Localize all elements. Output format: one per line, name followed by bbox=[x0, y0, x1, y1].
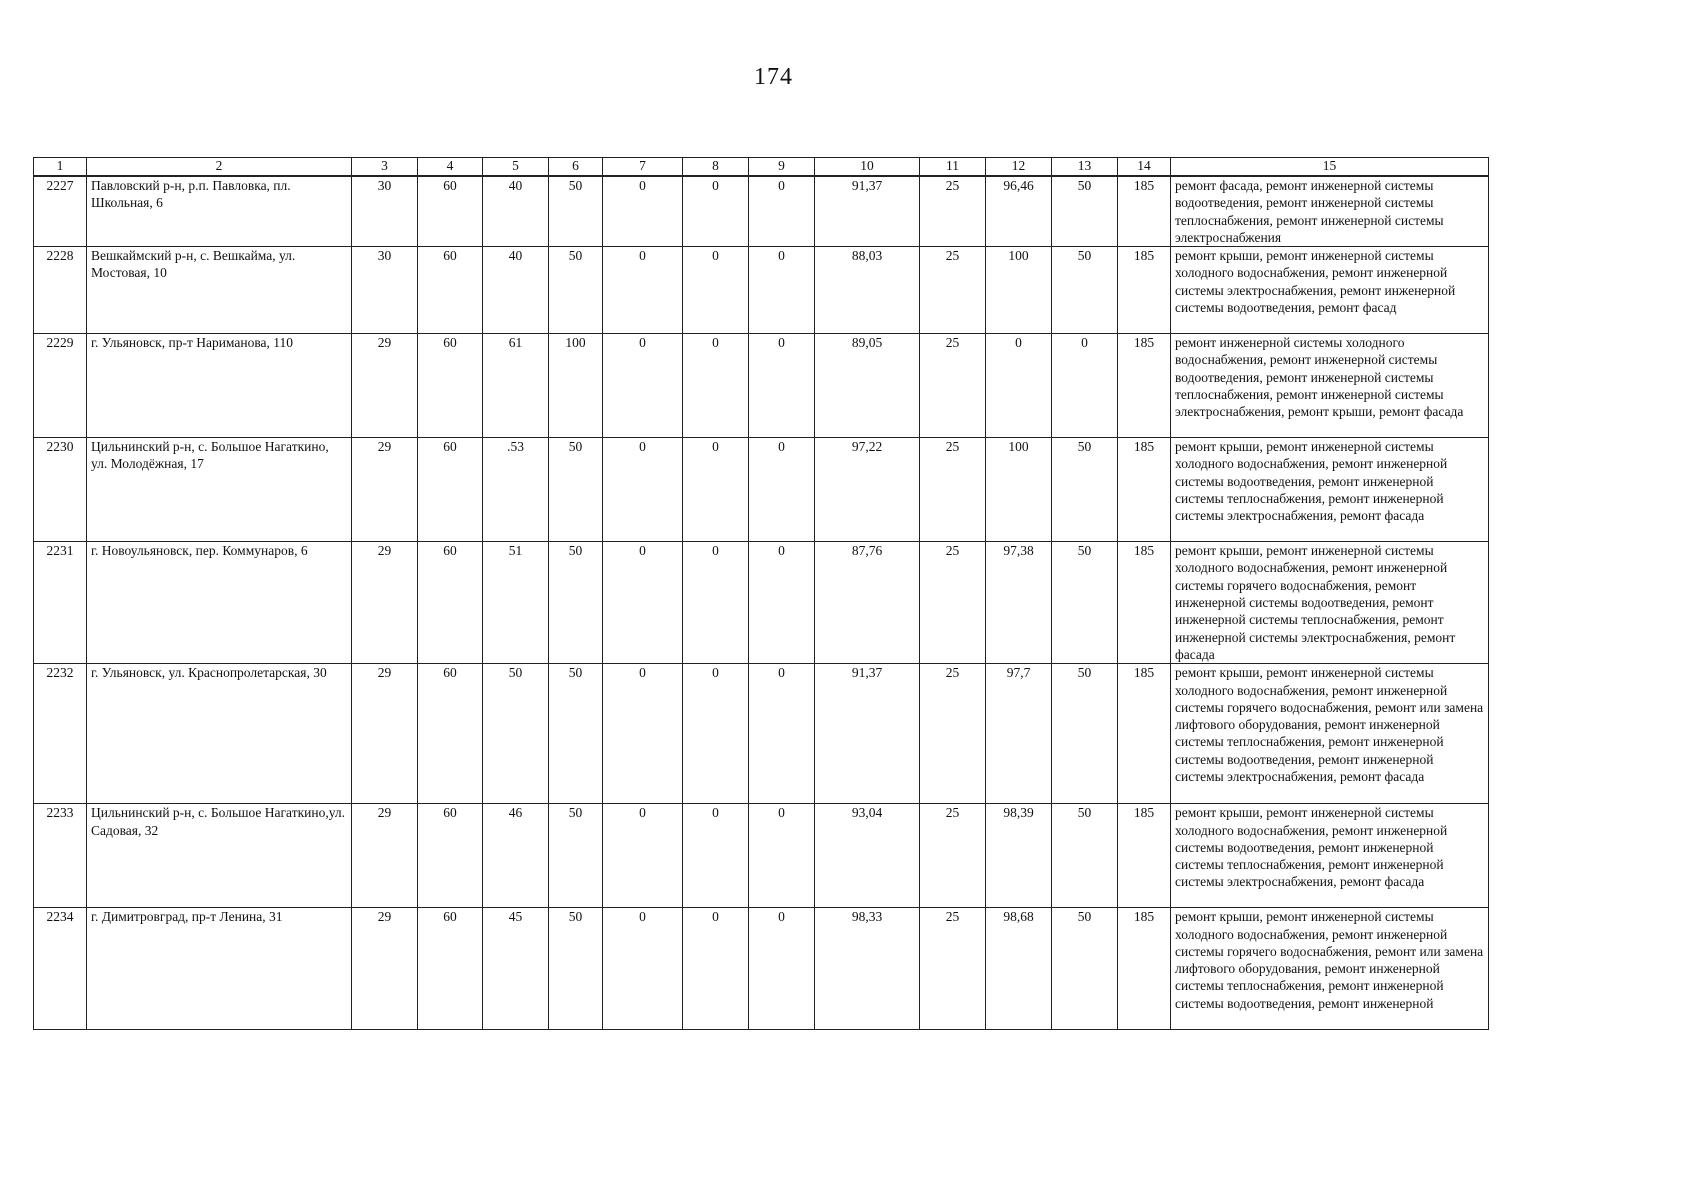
column-header-11: 11 bbox=[920, 158, 986, 177]
column-header-13: 13 bbox=[1052, 158, 1118, 177]
value-cell-13: 50 bbox=[1052, 176, 1118, 247]
table-row bbox=[34, 438, 1489, 542]
column-header-12: 12 bbox=[986, 158, 1052, 177]
value-cell-8: 0 bbox=[683, 438, 749, 542]
value-cell-6: 50 bbox=[549, 908, 603, 1030]
value-cell-14: 185 bbox=[1118, 438, 1171, 542]
table-row bbox=[34, 542, 1489, 664]
value-cell-3: 29 bbox=[352, 908, 418, 1030]
value-cell-9: 0 bbox=[749, 542, 815, 664]
works-cell: ремонт крыши, ремонт инженерной системы холодного водоснабжения, ремонт инженерной системы горячего водоснабжения, ремонт или замена лифтового оборудования, ремонт инженерной системы теплоснабжения, ремонт инженерной системы водоотведения, ремонт инженерной системы электроснабжения, ремонт фасада bbox=[1171, 664, 1489, 804]
address-cell: г. Ульяновск, ул. Краснопролетарская, 30 bbox=[87, 664, 352, 804]
value-cell-14: 185 bbox=[1118, 247, 1171, 334]
column-header-2: 2 bbox=[87, 158, 352, 177]
value-cell-7: 0 bbox=[603, 438, 683, 542]
value-cell-6: 50 bbox=[549, 438, 603, 542]
row-id: 2230 bbox=[34, 438, 87, 542]
value-cell-9: 0 bbox=[749, 438, 815, 542]
value-cell-13: 0 bbox=[1052, 334, 1118, 438]
value-cell-3: 29 bbox=[352, 438, 418, 542]
column-header-6: 6 bbox=[549, 158, 603, 177]
works-cell: ремонт крыши, ремонт инженерной системы холодного водоснабжения, ремонт инженерной системы горячего водоснабжения, ремонт или замена лифтового оборудования, ремонт инженерной системы теплоснабжения, ремонт инженерной системы водоотведения, ремонт инженерной bbox=[1171, 908, 1489, 1030]
value-cell-3: 29 bbox=[352, 804, 418, 908]
value-cell-14: 185 bbox=[1118, 542, 1171, 664]
works-cell: ремонт крыши, ремонт инженерной системы холодного водоснабжения, ремонт инженерной системы горячего водоснабжения, ремонт инженерной системы водоотведения, ремонт инженерной системы теплоснабжения, ремонт инженерной системы электроснабжения, ремонт фасада bbox=[1171, 542, 1489, 664]
value-cell-11: 25 bbox=[920, 542, 986, 664]
value-cell-9: 0 bbox=[749, 664, 815, 804]
repair-registry-table bbox=[33, 157, 1489, 1030]
address-cell: г. Ульяновск, пр-т Нариманова, 110 bbox=[87, 334, 352, 438]
value-cell-13: 50 bbox=[1052, 804, 1118, 908]
value-cell-10: 89,05 bbox=[815, 334, 920, 438]
value-cell-6: 100 bbox=[549, 334, 603, 438]
value-cell-7: 0 bbox=[603, 664, 683, 804]
value-cell-10: 98,33 bbox=[815, 908, 920, 1030]
value-cell-6: 50 bbox=[549, 176, 603, 247]
value-cell-8: 0 bbox=[683, 908, 749, 1030]
value-cell-7: 0 bbox=[603, 542, 683, 664]
address-cell: Вешкаймский р-н, с. Вешкайма, ул. Мостовая, 10 bbox=[87, 247, 352, 334]
column-header-4: 4 bbox=[418, 158, 483, 177]
value-cell-5: .53 bbox=[483, 438, 549, 542]
value-cell-8: 0 bbox=[683, 804, 749, 908]
row-id: 2227 bbox=[34, 176, 87, 247]
value-cell-11: 25 bbox=[920, 176, 986, 247]
value-cell-10: 91,37 bbox=[815, 664, 920, 804]
value-cell-6: 50 bbox=[549, 664, 603, 804]
works-cell: ремонт фасада, ремонт инженерной системы водоотведения, ремонт инженерной системы теплоснабжения, ремонт инженерной системы электроснабжения bbox=[1171, 176, 1489, 247]
value-cell-13: 50 bbox=[1052, 664, 1118, 804]
value-cell-5: 46 bbox=[483, 804, 549, 908]
value-cell-8: 0 bbox=[683, 542, 749, 664]
value-cell-13: 50 bbox=[1052, 542, 1118, 664]
value-cell-9: 0 bbox=[749, 176, 815, 247]
value-cell-11: 25 bbox=[920, 664, 986, 804]
value-cell-12: 97,7 bbox=[986, 664, 1052, 804]
value-cell-4: 60 bbox=[418, 176, 483, 247]
value-cell-10: 88,03 bbox=[815, 247, 920, 334]
column-header-10: 10 bbox=[815, 158, 920, 177]
address-cell: г. Новоульяновск, пер. Коммунаров, 6 bbox=[87, 542, 352, 664]
value-cell-11: 25 bbox=[920, 804, 986, 908]
value-cell-6: 50 bbox=[549, 804, 603, 908]
value-cell-12: 100 bbox=[986, 247, 1052, 334]
value-cell-12: 98,39 bbox=[986, 804, 1052, 908]
value-cell-3: 30 bbox=[352, 176, 418, 247]
column-header-14: 14 bbox=[1118, 158, 1171, 177]
value-cell-3: 30 bbox=[352, 247, 418, 334]
value-cell-9: 0 bbox=[749, 334, 815, 438]
value-cell-13: 50 bbox=[1052, 908, 1118, 1030]
value-cell-4: 60 bbox=[418, 542, 483, 664]
value-cell-4: 60 bbox=[418, 908, 483, 1030]
column-header-5: 5 bbox=[483, 158, 549, 177]
value-cell-12: 98,68 bbox=[986, 908, 1052, 1030]
column-header-1: 1 bbox=[34, 158, 87, 177]
value-cell-14: 185 bbox=[1118, 804, 1171, 908]
table-row bbox=[34, 334, 1489, 438]
column-header-15: 15 bbox=[1171, 158, 1489, 177]
value-cell-12: 100 bbox=[986, 438, 1052, 542]
value-cell-9: 0 bbox=[749, 804, 815, 908]
table-row bbox=[34, 804, 1489, 908]
page-number: 174 bbox=[754, 64, 793, 90]
value-cell-11: 25 bbox=[920, 247, 986, 334]
table-row bbox=[34, 247, 1489, 334]
value-cell-10: 97,22 bbox=[815, 438, 920, 542]
value-cell-5: 45 bbox=[483, 908, 549, 1030]
table-row bbox=[34, 664, 1489, 804]
value-cell-5: 40 bbox=[483, 247, 549, 334]
address-cell: Павловский р-н, р.п. Павловка, пл. Школьная, 6 bbox=[87, 176, 352, 247]
value-cell-6: 50 bbox=[549, 247, 603, 334]
value-cell-5: 40 bbox=[483, 176, 549, 247]
value-cell-3: 29 bbox=[352, 542, 418, 664]
row-id: 2231 bbox=[34, 542, 87, 664]
value-cell-11: 25 bbox=[920, 334, 986, 438]
works-cell: ремонт крыши, ремонт инженерной системы холодного водоснабжения, ремонт инженерной системы водоотведения, ремонт инженерной системы теплоснабжения, ремонт инженерной системы электроснабжения, ремонт фасада bbox=[1171, 438, 1489, 542]
value-cell-7: 0 bbox=[603, 176, 683, 247]
value-cell-4: 60 bbox=[418, 664, 483, 804]
address-cell: Цильнинский р-н, с. Большое Нагаткино, ул. Молодёжная, 17 bbox=[87, 438, 352, 542]
table-row bbox=[34, 908, 1489, 1030]
value-cell-8: 0 bbox=[683, 176, 749, 247]
value-cell-4: 60 bbox=[418, 334, 483, 438]
row-id: 2233 bbox=[34, 804, 87, 908]
column-header-3: 3 bbox=[352, 158, 418, 177]
value-cell-4: 60 bbox=[418, 247, 483, 334]
address-cell: г. Димитровград, пр-т Ленина, 31 bbox=[87, 908, 352, 1030]
value-cell-10: 91,37 bbox=[815, 176, 920, 247]
value-cell-4: 60 bbox=[418, 438, 483, 542]
value-cell-14: 185 bbox=[1118, 176, 1171, 247]
value-cell-6: 50 bbox=[549, 542, 603, 664]
value-cell-7: 0 bbox=[603, 247, 683, 334]
value-cell-9: 0 bbox=[749, 247, 815, 334]
works-cell: ремонт инженерной системы холодного водоснабжения, ремонт инженерной системы водоотведения, ремонт инженерной системы теплоснабжения, ремонт инженерной системы электроснабжения, ремонт крыши, ремонт фасада bbox=[1171, 334, 1489, 438]
value-cell-12: 0 bbox=[986, 334, 1052, 438]
column-header-8: 8 bbox=[683, 158, 749, 177]
value-cell-7: 0 bbox=[603, 804, 683, 908]
row-id: 2228 bbox=[34, 247, 87, 334]
table-row bbox=[34, 176, 1489, 247]
row-id: 2234 bbox=[34, 908, 87, 1030]
value-cell-14: 185 bbox=[1118, 334, 1171, 438]
value-cell-13: 50 bbox=[1052, 438, 1118, 542]
column-number-row bbox=[34, 158, 1489, 177]
value-cell-12: 96,46 bbox=[986, 176, 1052, 247]
works-cell: ремонт крыши, ремонт инженерной системы холодного водоснабжения, ремонт инженерной системы электроснабжения, ремонт инженерной системы водоотведения, ремонт фасад bbox=[1171, 247, 1489, 334]
value-cell-12: 97,38 bbox=[986, 542, 1052, 664]
address-cell: Цильнинский р-н, с. Большое Нагаткино,ул. Садовая, 32 bbox=[87, 804, 352, 908]
value-cell-5: 61 bbox=[483, 334, 549, 438]
value-cell-4: 60 bbox=[418, 804, 483, 908]
value-cell-7: 0 bbox=[603, 334, 683, 438]
works-cell: ремонт крыши, ремонт инженерной системы холодного водоснабжения, ремонт инженерной системы водоотведения, ремонт инженерной системы теплоснабжения, ремонт инженерной системы электроснабжения, ремонт фасада bbox=[1171, 804, 1489, 908]
column-header-9: 9 bbox=[749, 158, 815, 177]
value-cell-5: 51 bbox=[483, 542, 549, 664]
value-cell-3: 29 bbox=[352, 334, 418, 438]
value-cell-3: 29 bbox=[352, 664, 418, 804]
value-cell-5: 50 bbox=[483, 664, 549, 804]
value-cell-8: 0 bbox=[683, 664, 749, 804]
value-cell-13: 50 bbox=[1052, 247, 1118, 334]
value-cell-10: 93,04 bbox=[815, 804, 920, 908]
value-cell-10: 87,76 bbox=[815, 542, 920, 664]
value-cell-8: 0 bbox=[683, 334, 749, 438]
value-cell-11: 25 bbox=[920, 438, 986, 542]
value-cell-9: 0 bbox=[749, 908, 815, 1030]
column-header-7: 7 bbox=[603, 158, 683, 177]
value-cell-11: 25 bbox=[920, 908, 986, 1030]
value-cell-8: 0 bbox=[683, 247, 749, 334]
row-id: 2232 bbox=[34, 664, 87, 804]
value-cell-14: 185 bbox=[1118, 664, 1171, 804]
value-cell-7: 0 bbox=[603, 908, 683, 1030]
value-cell-14: 185 bbox=[1118, 908, 1171, 1030]
row-id: 2229 bbox=[34, 334, 87, 438]
